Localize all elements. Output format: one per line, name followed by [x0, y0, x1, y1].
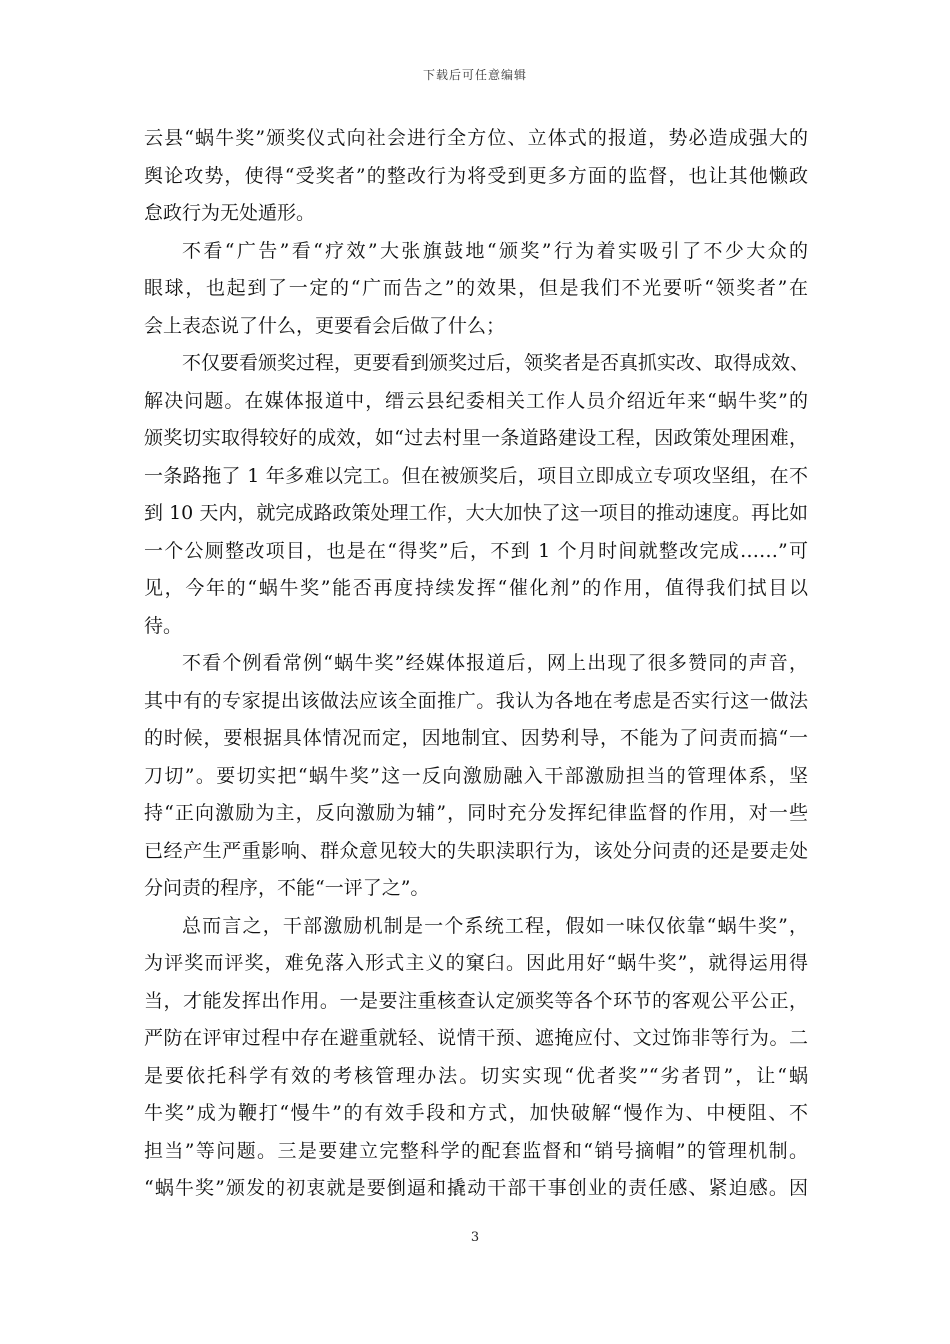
text-line: 当，才能发挥出作用。一是要注重核查认定颁奖等各个环节的客观公平公正， — [144, 989, 808, 1012]
page-number: 3 — [470, 1230, 480, 1245]
text-line: 的时候，要根据具体情况而定，因地制宜、因势利导，不能为了问责而搞“一 — [144, 727, 808, 749]
paragraph — [144, 345, 808, 645]
text-line: 一条路拖了 1 年多难以完工。但在被颁奖后，项目立即成立专项攻坚组，在不 — [144, 464, 808, 487]
text-line: 云县“蜗牛奖”颁奖仪式向社会进行全方位、立体式的报道，势必造成强大的 — [144, 127, 808, 149]
page-header: 下载后可任意编辑 — [422, 68, 527, 82]
text-line: 严防在评审过程中存在避重就轻、说情干预、遮掩应付、文过饰非等行为。二 — [144, 1027, 808, 1049]
text-line: 眼球，也起到了一定的“广而告之”的效果，但是我们不光要听“领奖者”在 — [144, 277, 808, 299]
text-line: 会上表态说了什么，更要看会后做了什么； — [144, 314, 506, 337]
paragraph — [144, 233, 808, 346]
text-line: 怠政行为无处遁形。 — [144, 202, 316, 224]
text-line: 为评奖而评奖，难免落入形式主义的窠臼。因此用好“蜗牛奖”，就得运用得 — [144, 952, 808, 974]
paragraph — [144, 908, 808, 1208]
text-line: 见，今年的“蜗牛奖”能否再度持续发挥“催化剂”的作用，值得我们拭目以 — [144, 577, 808, 599]
paragraph — [144, 120, 808, 233]
text-line: 不看个例看常例“蜗牛奖”经媒体报道后，网上出现了很多赞同的声音， — [182, 652, 808, 674]
paragraph — [144, 645, 808, 908]
text-line: 持“正向激励为主，反向激励为辅”，同时充分发挥纪律监督的作用，对一些 — [144, 802, 808, 824]
text-line: “蜗牛奖”颁发的初衷就是要倒逼和撬动干部干事创业的责任感、紧迫感。因 — [144, 1177, 808, 1199]
text-line: 不仅要看颁奖过程，更要看到颁奖过后，领奖者是否真抓实改、取得成效、 — [182, 352, 810, 374]
text-line: 其中有的专家提出该做法应该全面推广。我认为各地在考虑是否实行这一做法 — [144, 689, 808, 712]
text-line: 牛奖”成为鞭打“慢牛”的有效手段和方式，加快破解“慢作为、中梗阻、不 — [144, 1102, 808, 1124]
text-line: 是要依托科学有效的考核管理办法。切实实现“优者奖”“劣者罚”，让“蜗 — [144, 1064, 808, 1087]
text-line: 颁奖切实取得较好的成效，如“过去村里一条道路建设工程，因政策处理困难， — [144, 427, 808, 449]
text-line: 分问责的程序，不能“一评了之”。 — [144, 877, 430, 899]
text-line: 解决问题。在媒体报道中，缙云县纪委相关工作人员介绍近年来“蜗牛奖”的 — [144, 389, 808, 412]
text-line: 一个公厕整改项目，也是在“得奖”后，不到 1 个月时间就整改完成……”可 — [144, 539, 808, 562]
text-line: 待。 — [144, 614, 183, 637]
text-line: 到 10 天内，就完成路政策处理工作，大大加快了这一项目的推动速度。再比如 — [144, 502, 808, 524]
text-line: 舆论攻势，使得“受奖者”的整改行为将受到更多方面的监督，也让其他懒政 — [144, 164, 808, 187]
text-line: 担当”等问题。三是要建立完整科学的配套监督和“销号摘帽”的管理机制。 — [144, 1139, 808, 1162]
text-line: 刀切”。要切实把“蜗牛奖”这一反向激励融入干部激励担当的管理体系，坚 — [144, 764, 808, 787]
text-line: 已经产生严重影响、群众意见较大的失职渎职行为，该处分问责的还是要走处 — [144, 839, 808, 862]
text-line: 不看“广告”看“疗效”大张旗鼓地“颁奖”行为着实吸引了不少大众的 — [182, 239, 808, 262]
text-line: 总而言之，干部激励机制是一个系统工程，假如一味仅依靠“蜗牛奖”， — [182, 914, 808, 937]
document-body — [144, 120, 808, 1208]
